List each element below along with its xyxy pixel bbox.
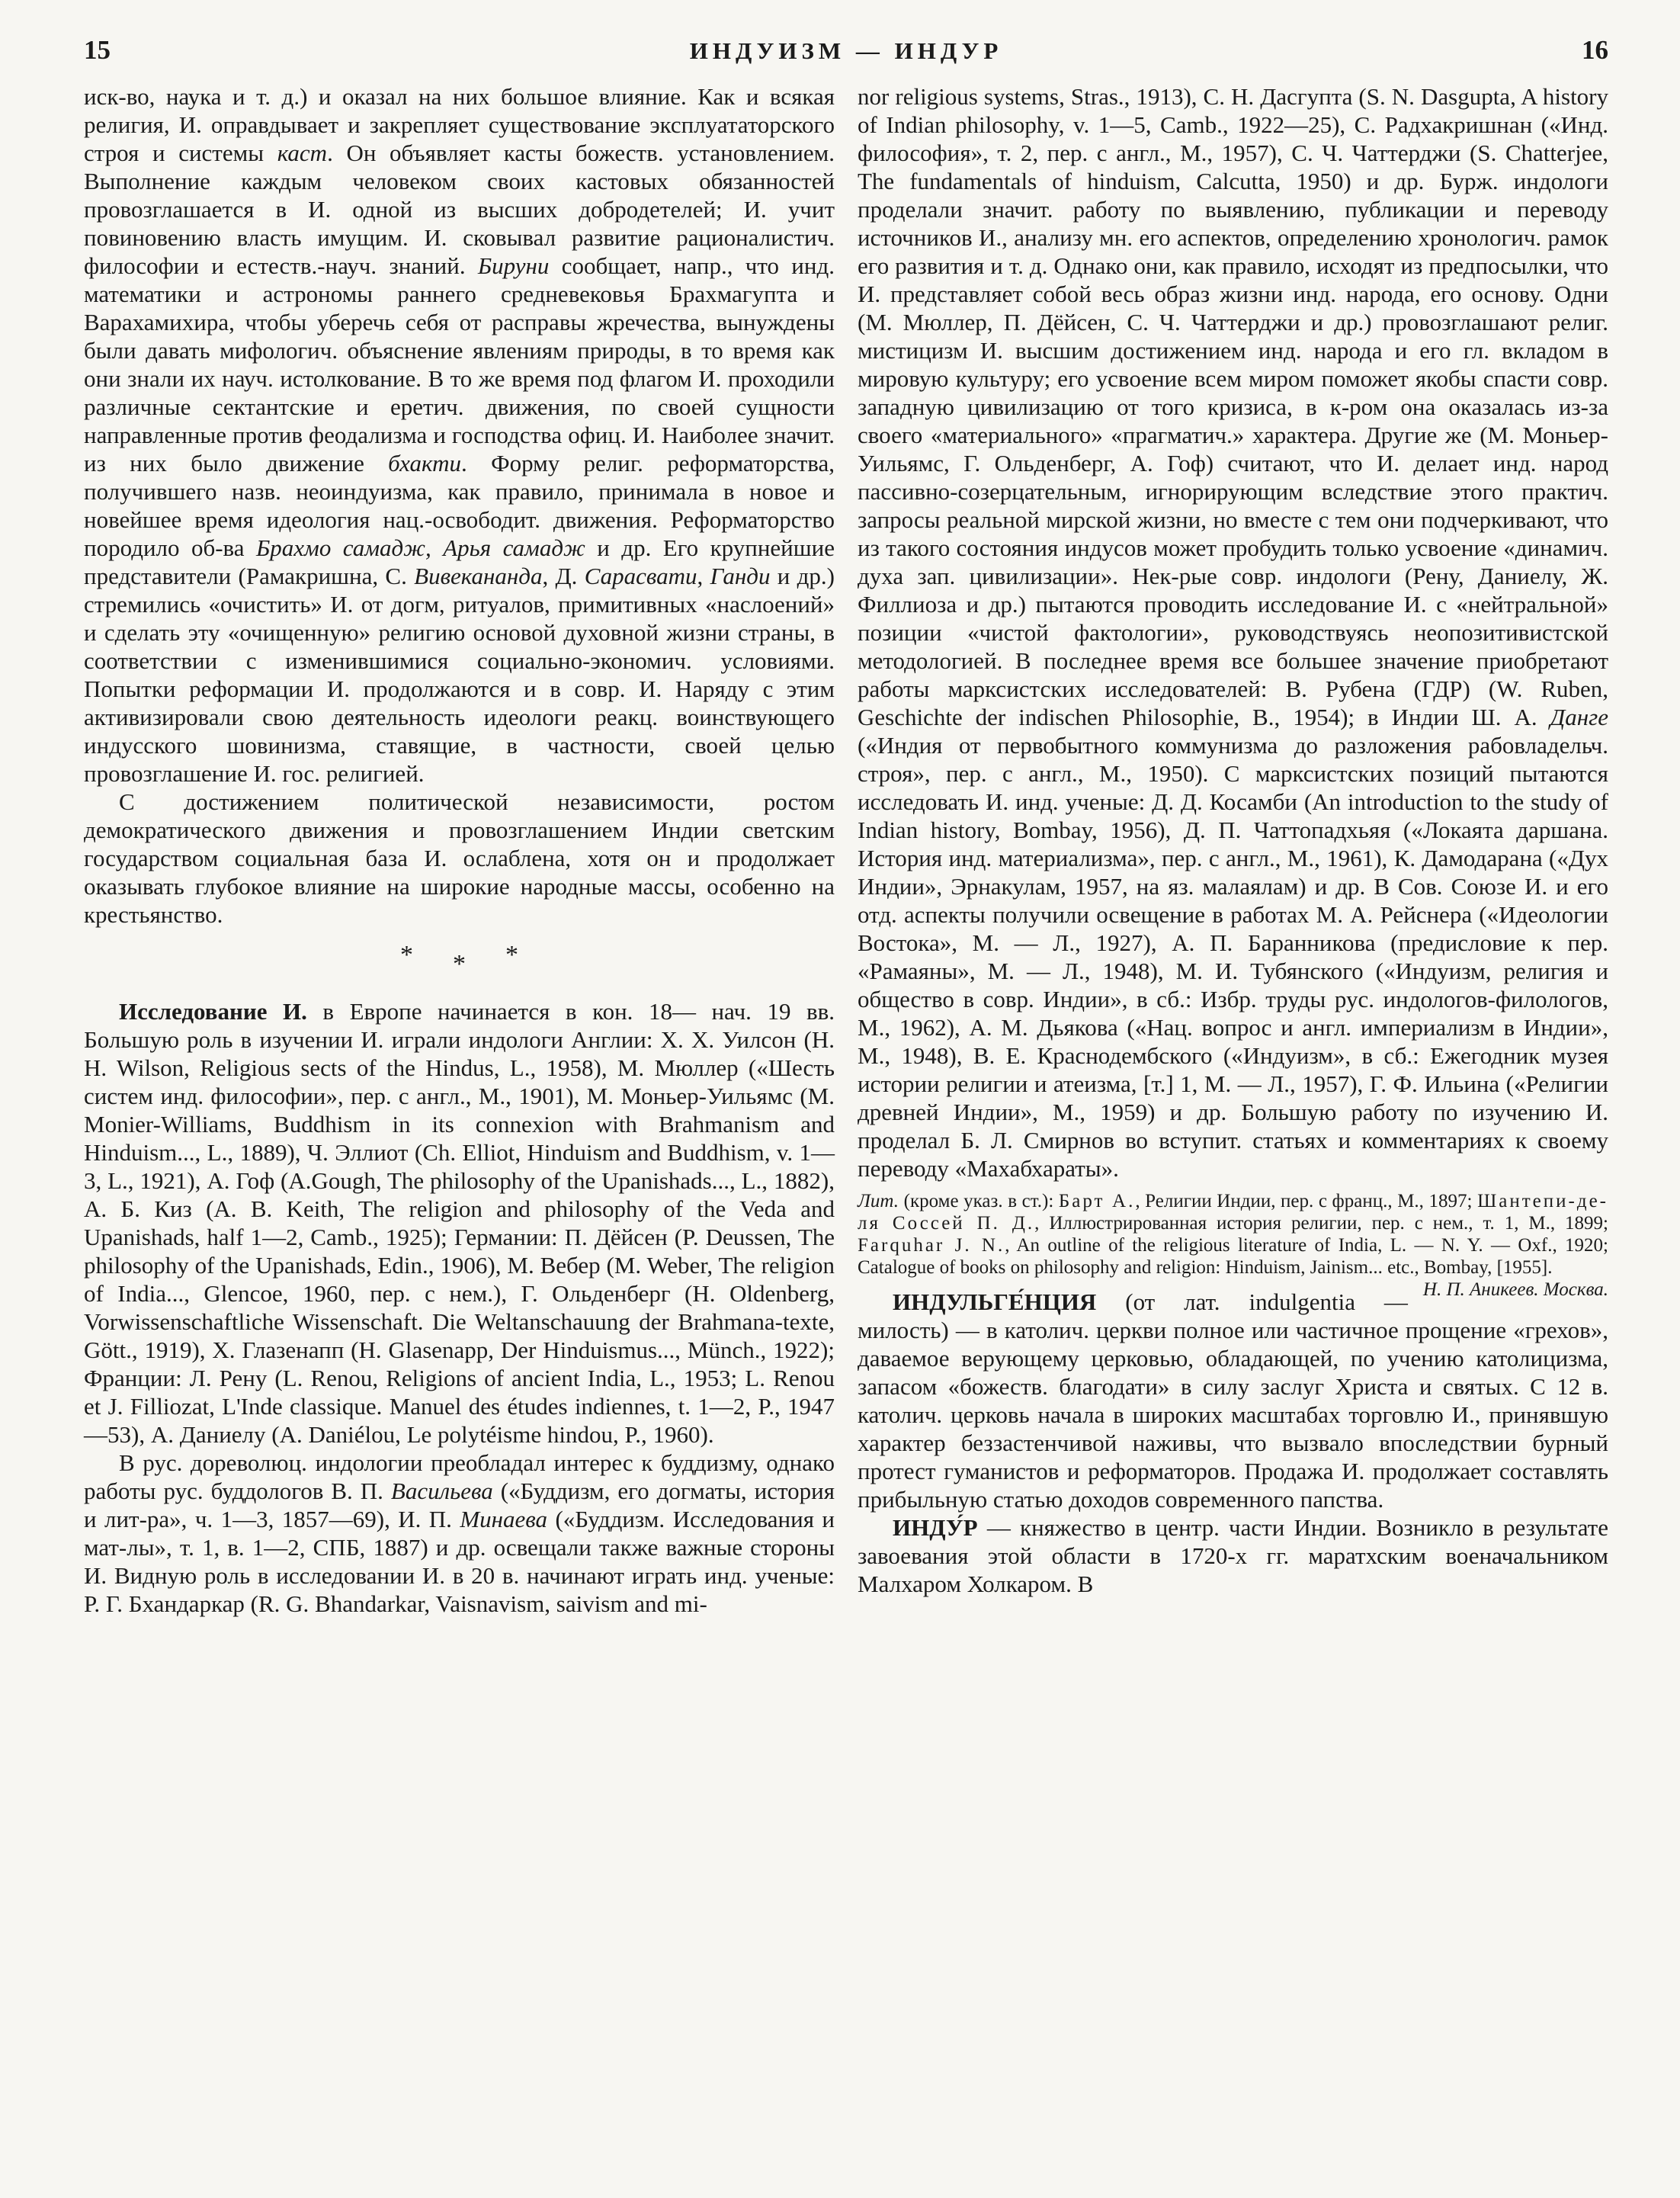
section-separator-asterisks xyxy=(84,941,835,980)
paragraph-research-continuation: nor religious systems, Stras., 1913), С. Н. Дасгупта (S. N. Dasgupta, A history of Indian philosophy, v. 1—5, Camb., 1922—25), С. Радхакришнан («Инд. философия», т. 2, пер. с англ., М., 1957), С. Ч. Чаттерджи (S. Chatterjee, The fundamentals of hinduism, Calcutta, 1950) и др. Бурж. индологи проделали значит. работу по выявлению, публикации и переводу источников И., анализу мн. его аспектов, определению хронологич. рамок его развития и т. д. Однако они, как правило, исходят из предпосылки, что И. представляет собой весь образ жизни инд. народа, его основу. Одни (М. Мюллер, П. Дёйсен, С. Ч. Чаттерджи и др.) провозглашают религ. мистицизм И. высшим достижением инд. народа и его гл. вкладом в мировую культуру; его усвоение всем миром поможет якобы спасти совр. западную цивилизацию от того кризиса, в к-ром она оказалась из-за своего «материального» «прагматич.» характера. Другие же (М. Моньер-Уильямс, Г. Ольденберг, А. Гоф) считают, что И. делает инд. народ пассивно-созерцательным, игнорирующим вследствие этого практич. запросы реальной мирской жизни, но вместе с тем они подчеркивают, что из такого состояния индусов может пробудить только усвоение «динамич. духа зап. цивилизации». Нек-рые совр. индологи (Рену, Даниелу, Ж. Филлиоза и др.) пытаются проводить исследование И. с «нейтральной» позиции «чистой фактологии», руководствуясь неопозитивистской методологией. В последнее время все большее значение приобретают работы марксистских исследователей: В. Рубена (ГДР) (W. Ruben, Geschichte der indischen Philosophie, B., 1954); в Индии Ш. А. Данге («Индия от первобытного коммунизма до разложения рабовладельч. строя», пер. с англ., М., 1950). С марксистских позиций пытаются исследовать И. инд. ученые: Д. Д. Косамби (An introduction to the study of Indian history, Bombay, 1956), Д. П. Чаттопадхьяя («Локаята даршана. История инд. материализма», пер. с англ., М., 1961), К. Дамодарана («Дух Индии», Эрнакулам, 1957, на яз. малаялам) и др. В Сов. Союзе И. и его отд. аспекты получили освещение в работах М. А. Рейснера («Идеологии Востока», М. — Л., 1927), А. П. Баранникова (предисловие к пер. «Рамаяны», М. — Л., 1948), М. И. Тубянского («Индуизм, религия и общество в совр. Индии», в сб.: Избр. труды рус. индологов-филологов, М., 1962), А. М. Дьякова («Нац. вопрос и англ. империализм в Индии», М., 1948), В. Е. Краснодембского («Индуизм», в сб.: Ежегодник музея истории религии и атеизма, [т.] 1, М. — Л., 1957), Г. Ф. Ильина («Религии древней Индии», М., 1959) и др. Большую работу по изучению И. проделал Б. Л. Смирнов во вступит. статьях и комментариях к своему переводу «Махабхараты». xyxy=(858,83,1608,1182)
paragraph-russian-indology: В рус. дореволюц. индологии преобладал интерес к буддизму, однако работы рус. буддологов В. П. Васильева («Буддизм, его догматы, история и лит-ра», ч. 1—3, 1857—69), И. П. Минаева («Буддизм. Исследования и мат-лы», т. 1, в. 1—2, СПБ, 1887) и др. освещали также важные стороны И. Видную роль в исследовании И. в 20 в. начинают играть инд. ученые: Р. Г. Бхандаркар (R. G. Bhandarkar, Vaisnavism, saivism and mi- xyxy=(84,1449,835,1617)
literature-references-section xyxy=(858,1190,1609,1300)
article-indur: ИНДУ́Р — княжество в центр. части Индии. Возникло в результате завоевания этой области в 1720-х гг. маратхским военачальником Малхаром Холкаром. В xyxy=(858,1514,1608,1597)
paragraph-hinduism-social-role: иск-во, наука и т. д.) и оказал на них большое влияние. Как и всякая религия, И. оправдывает и закрепляет существование эксплуататорского строя и системы каст. Он объявляет касты божеств. установлением. Выполнение каждым человеком своих кастовых обязанностей провозглашается в И. одной из высших добродетелей; И. учит повиновению власть имущим. И. сковывал развитие рационалистич. философии и естеств.-науч. знаний. Бируни сообщает, напр., что инд. математики и астрономы раннего средневековья Брахмагупта и Варахамихира, чтобы уберечь себя от расправы жречества, вынуждены были давать мифологич. объяснение явлениям природы, в то время как они знали их науч. истолкование. В то же время под флагом И. проходили различные сектантские и еретич. движения, по своей сущности направленные против феодализма и господства офиц. И. Наиболее значит. из них было движение бхакти. Форму религ. реформаторства, получившего назв. неоиндуизма, как правило, принимала в новое и новейшее время идеология нац.-освободит. движения. Реформаторство породило об-ва Брахмо самадж, Арья самадж и др. Его крупнейшие представители (Рамакришна, С. Вивекананда, Д. Сарасвати, Ганди и др.) стремились «очистить» И. от догм, ритуалов, примитивных «наслоений» и сделать эту «очищенную» религию основой духовной жизни страны, в соответствии с изменившимися социально-экономич. условиями. Попытки реформации И. продолжаются и в совр. И. Наряду с этим активизировали свою деятельность идеологи реакц. воинствующего индусского шовинизма, ставящие, в частности, своей целью провозглашение И. гос. религией. xyxy=(84,83,835,787)
paragraph-research-in-europe: Исследование И. в Европе начинается в кон. 18— нач. 19 вв. Большую роль в изучении И. играли индологи Англии: Х. Х. Уилсон (H. H. Wilson, Religious sects of the Hindus, L., 1958), М. Мюллер («Шесть систем инд. философии», пер. с англ., М., 1901), М. Моньер-Уильямс (M. Monier-Williams, Buddhism in its connexion with Brahmanism and Hinduism..., L., 1889), Ч. Эллиот (Ch. Elliot, Hinduism and Buddhism, v. 1—3, L., 1921), А. Гоф (A.Gough, The philosophy of the Upanishads..., L., 1882), А. Б. Киз (A. B. Keith, The religion and philosophy of the Veda and Upanishads, half 1—2, Camb., 1925); Германии: П. Дёйсен (P. Deussen, The philosophy of the Upanishads, Edin., 1906), М. Вебер (M. Weber, The religion of India..., Glencoe, 1960, пер. с нем.), Г. Ольденберг (H. Oldenberg, Vorwissenschaftliche Wissenschaft. Die Weltanschauung der Brahmana-texte, Gött., 1919), Х. Глазенапп (H. Glasenapp, Der Hinduismus..., Münch., 1922); Франции: Л. Рену (L. Renou, Religions of ancient India, L., 1953; L. Renou et J. Filliozat, L'Inde classique. Manuel des études indiennes, t. 1—2, P., 1947—53), А. Даниелу (A. Daniélou, Le polytéisme hindou, P., 1960). xyxy=(84,998,835,1448)
article-indulgentsiya: ИНДУЛЬГЕ́НЦИЯ (от лат. indulgentia — милость) — в католич. церкви полное или частичное прощение «грехов», даваемое верующему церковью, обладающей, по учению католицизма, запасом «божеств. благодати» в силу заслуг Христа и святых. С 12 в. католич. церковь начала в широких масштабах торговлю И., принявшую характер беззастенчивой наживы, что вызвало впоследствии бурный протест гуманистов и реформаторов. Продажа И. продолжает составлять прибыльную статью доходов современного папства. xyxy=(858,1288,1608,1513)
paragraph-secular-state: С достижением политической независимости, ростом демократического движения и провозглашением Индии светским государством социальная база И. ослаблена, хотя он и продолжает оказывать глубокое влияние на широкие народные массы, особенно на крестьянство. xyxy=(84,788,835,928)
left-column xyxy=(84,82,835,1618)
literature-text: Лит. (кроме указ. в ст.): Барт А., Религии Индии, пер. с франц., М., 1897; Шантепи-де-ля Соссей П. Д., Иллюстрированная история религии, пер. с нем., т. 1, М., 1899; Farquhar J. N., An outline of the religious literature of India, L. — N. Y. — Oxf., 1920; Catalogue of books on philosophy and religion: Hinduism, Jainism... etc., Bombay, [1955]. xyxy=(858,1191,1609,1278)
right-column xyxy=(858,82,1608,1618)
asterisk: * xyxy=(453,950,466,978)
running-head-title: ИНДУИЗМ — ИНДУР xyxy=(689,37,1003,64)
page-number-left: 15 xyxy=(84,35,111,65)
asterisk: * xyxy=(400,941,413,969)
page-number-right: 16 xyxy=(1582,35,1608,65)
page-header xyxy=(84,35,1608,66)
two-column-text-block xyxy=(84,82,1608,1618)
asterisk: * xyxy=(505,941,518,969)
author-signature: Н. П. Аникеев. Москва. xyxy=(1422,1279,1608,1300)
